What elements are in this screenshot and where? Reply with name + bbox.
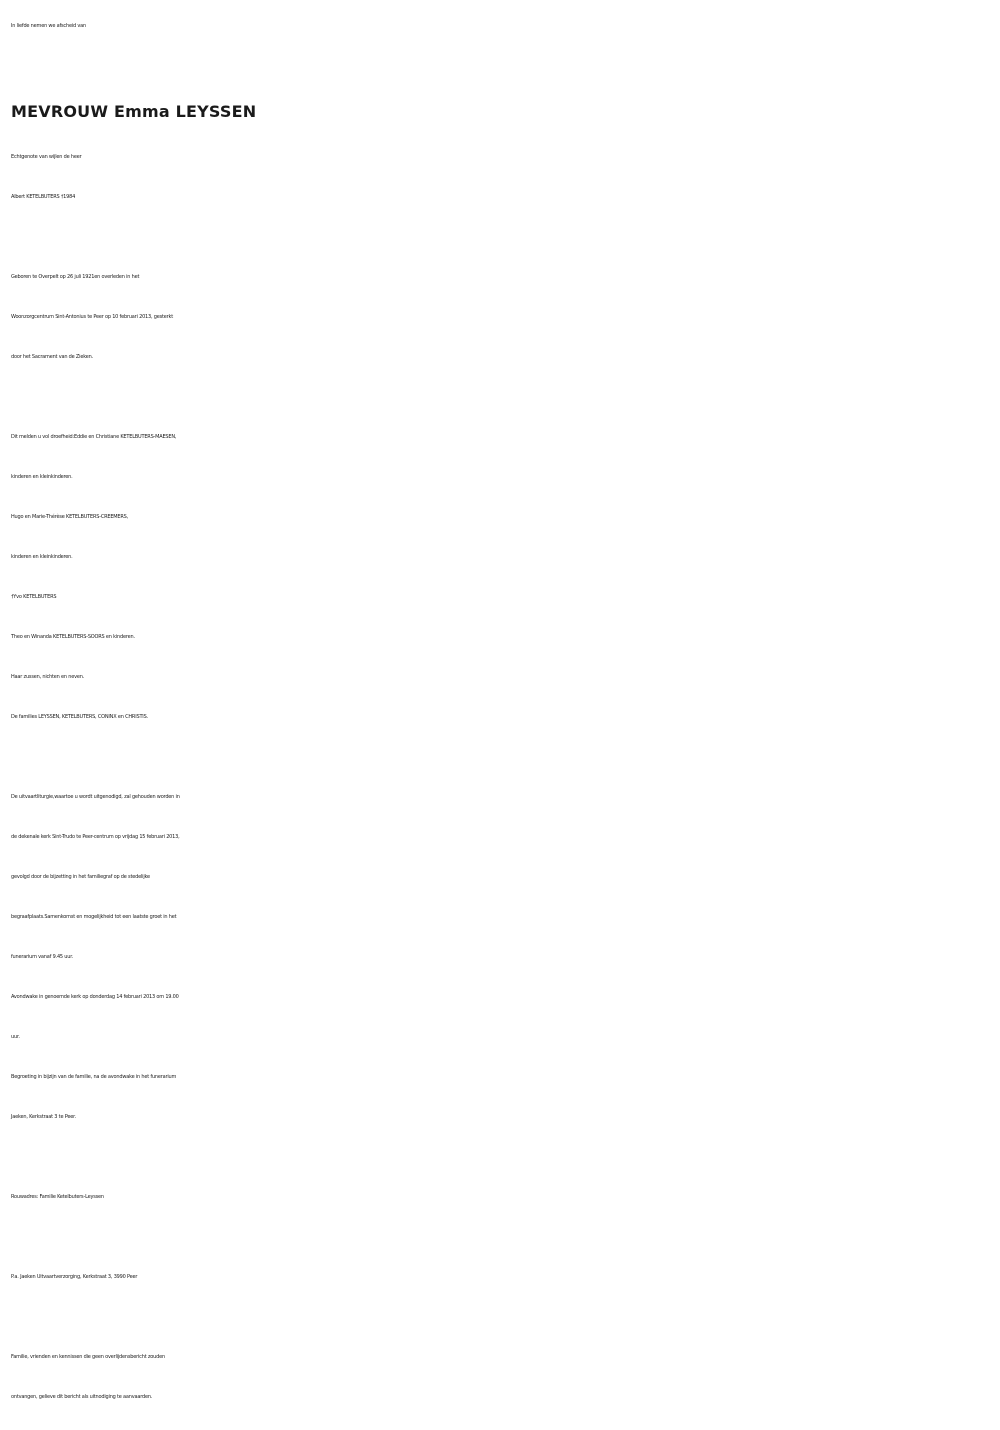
ceremony-line: de dekenale kerk Sint-Trudo te Peer-centrum op vrijdag 15 februari 2013, [11, 834, 180, 840]
family-line: kinderen en kleinkinderen. [11, 474, 73, 480]
birth-death-line: Geboren te Overpelt op 26 juli 1921en overleden in het [11, 274, 140, 280]
ceremony-line: Avondwake in genoemde kerk op donderdag 14 februari 2013 om 19.00 [11, 994, 179, 1000]
ceremony-line: Jaeken, Kerkstraat 3 te Peer. [11, 1114, 76, 1120]
family-line: Theo en Winanda KETELBUTERS-SOORS en kinderen. [11, 634, 135, 640]
spacer [11, 737, 996, 777]
spacer [11, 1137, 996, 1177]
birth-death-line: Woonzorgcentrum Sint-Antonius te Peer op 10 februari 2013, gesterkt [11, 314, 173, 320]
family-line: Haar zussen, nichten en neven. [11, 674, 85, 680]
birth-death-line: door het Sacrament van de Zieken. [11, 354, 93, 360]
spacer [11, 217, 996, 257]
ceremony-line: begraafplaats.Samenkomst en mogelijkheid tot een laatste groet in het [11, 914, 177, 920]
birth-death-paragraph [11, 257, 996, 377]
family-line: Dit melden u vol droefheid:Eddie en Christiane KETELBUTERS-MAESEN, [11, 434, 177, 440]
family-line: kinderen en kleinkinderen. [11, 554, 73, 560]
ceremony-line: De uitvaartliturgie,waartoe u wordt uitgenodigd, zal gehouden worden in [11, 794, 180, 800]
care-of-address: P.a. Jaeken Uitvaartverzorging, Kerkstraat 3, 3990 Peer [11, 1274, 138, 1280]
closing-line: ontvangen, gelieve dit bericht als uitnodiging te aanvaarden. [11, 1394, 153, 1400]
ceremony-paragraph [11, 777, 996, 1137]
ceremony-line: funerarium vanaf 9.45 uur. [11, 954, 74, 960]
mourning-address: Rouwadres: Familie Ketelbuters-Leyssen [11, 1194, 104, 1200]
intro-text: In liefde nemen we afscheid van [11, 23, 86, 29]
spacer [11, 1217, 996, 1257]
closing-paragraph [11, 1337, 996, 1417]
ceremony-line: gevolgd door de bijzetting in het familiegraf op de stedelijke [11, 874, 150, 880]
ceremony-line: uur. [11, 1034, 20, 1040]
family-line: Hugo en Marie-Thérèse KETELBUTERS-CREEMERS, [11, 514, 129, 520]
ceremony-line: Begroeting in bijzijn van de familie, na de avondwake in het funerarium [11, 1074, 177, 1080]
spouse-line-1: Echtgenote van wijlen de heer [11, 154, 82, 160]
obituary-notice [11, 6, 996, 1417]
deceased-name: MEVROUW Emma LEYSSEN [11, 102, 257, 121]
family-line: †Yvo KETELBUTERS [11, 594, 57, 600]
family-line: De families LEYSSEN, KETELBUTERS, CONINX en CHRISTIS. [11, 714, 148, 720]
spouse-line-2: Albert KETELBUTERS †1984 [11, 194, 76, 200]
spacer [11, 46, 996, 90]
closing-line: Familie, vrienden en kennissen die geen overlijdensbericht zouden [11, 1354, 165, 1360]
spacer [11, 1297, 996, 1337]
spacer [11, 377, 996, 417]
family-paragraph [11, 417, 996, 737]
